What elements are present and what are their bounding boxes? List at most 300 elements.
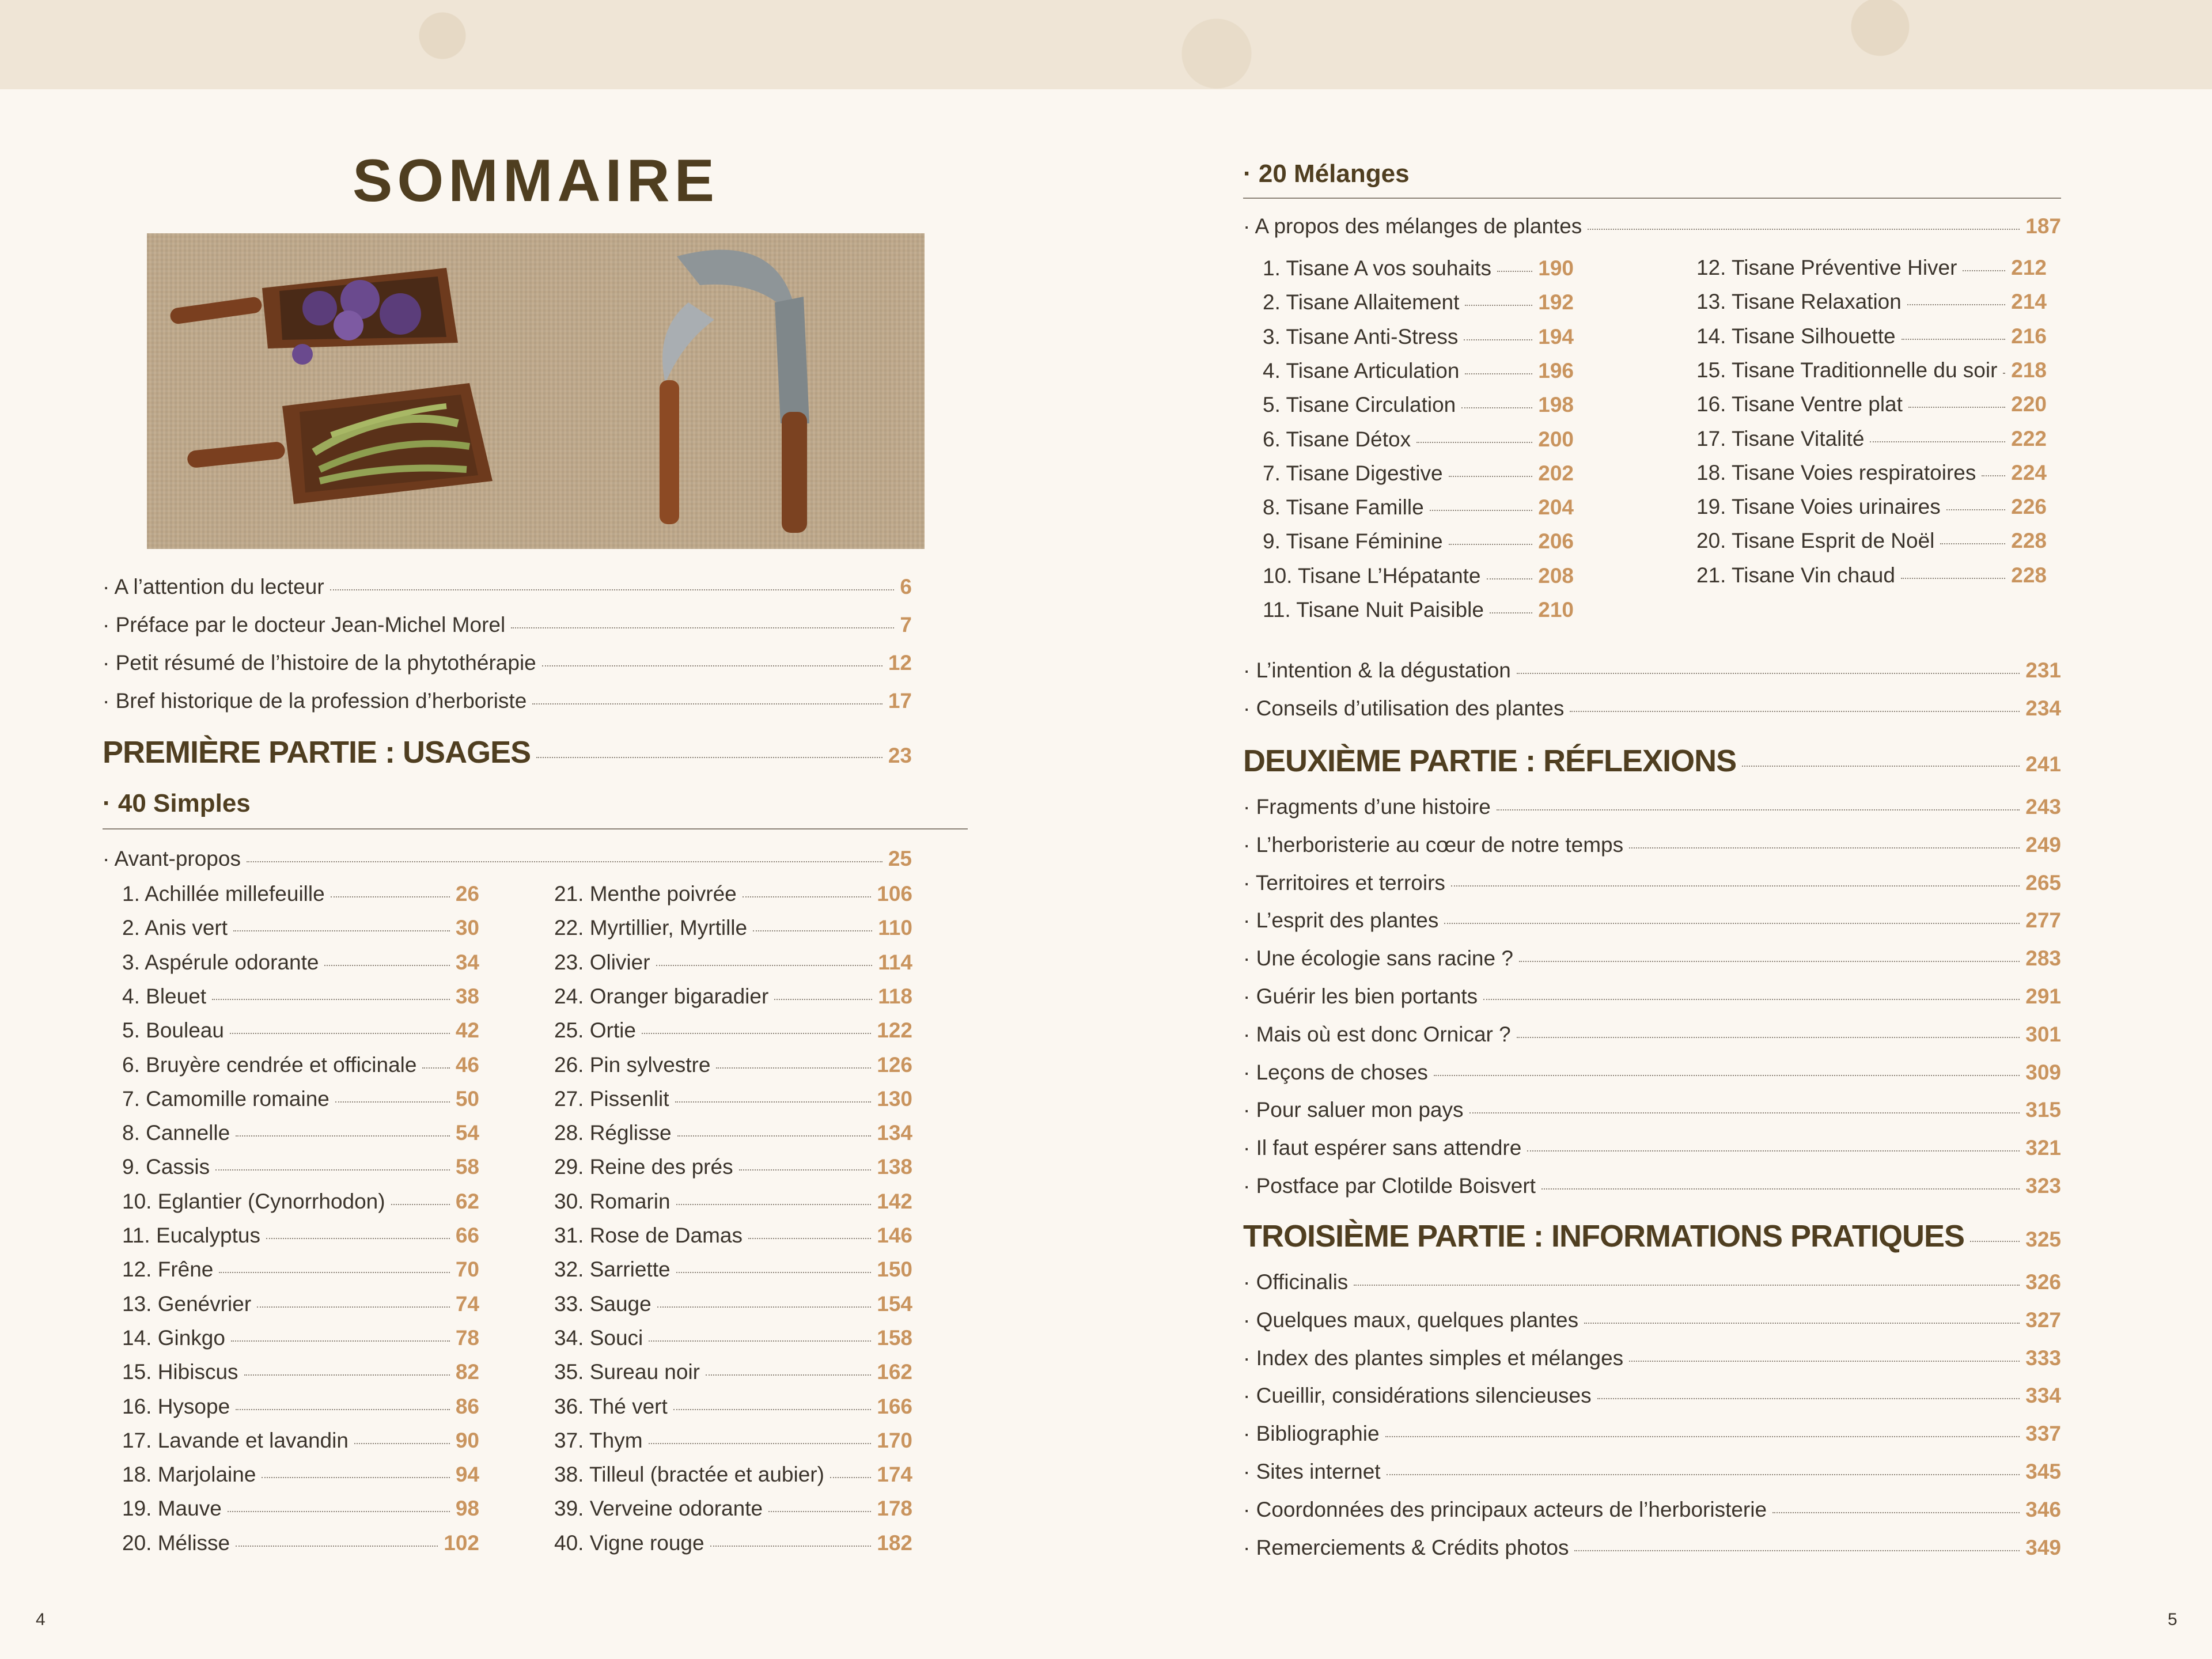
toc-entry[interactable]: [122, 1053, 479, 1077]
leader-dots: [1354, 1285, 2020, 1286]
leader-dots: [257, 1306, 450, 1308]
part-heading-informations-pratiques[interactable]: TROISIÈME PARTIE : INFORMATIONS PRATIQUES 325: [1243, 1219, 2061, 1253]
toc-entry[interactable]: [122, 1257, 479, 1282]
toc-entry-label: 3. Aspérule odorante: [122, 950, 319, 974]
toc-entry[interactable]: [554, 882, 912, 906]
toc-entry-page-number: 291: [2025, 984, 2061, 1008]
toc-entry[interactable]: [1263, 529, 1574, 554]
toc-entry-label: 17. Tisane Vitalité: [1696, 426, 1865, 450]
toc-entry[interactable]: [122, 1190, 479, 1214]
toc-entry[interactable]: [1263, 393, 1574, 417]
toc-entry[interactable]: [1696, 392, 2047, 416]
toc-entry-label: 10. Eglantier (Cynorrhodon): [122, 1189, 385, 1213]
toc-entry[interactable]: [1696, 461, 2047, 485]
toc-entry-page-number: 142: [877, 1189, 912, 1213]
toc-entry[interactable]: [1243, 1422, 2061, 1446]
toc-entry-page-number: 349: [2025, 1535, 2061, 1559]
leader-dots: [542, 665, 882, 666]
toc-entry[interactable]: [1696, 427, 2047, 451]
leader-dots: [1449, 476, 1533, 477]
toc-entry[interactable]: [554, 1531, 912, 1555]
toc-entry-page-number: 243: [2025, 795, 2061, 819]
toc-entry-page-number: 345: [2025, 1460, 2061, 1483]
toc-entry-label: 16. Hysope: [122, 1394, 230, 1418]
toc-entry-page-number: 301: [2025, 1022, 2061, 1046]
toc-entry[interactable]: [1263, 325, 1574, 349]
toc-entry-label: · L’intention & la dégustation: [1243, 658, 1511, 682]
leader-dots: [1574, 1550, 2020, 1551]
toc-entry-label: 28. Réglisse: [554, 1121, 672, 1145]
leader-dots: [1901, 578, 2005, 579]
toc-entry-label: · Pour saluer mon pays: [1243, 1098, 1464, 1122]
leader-dots: [1464, 339, 1532, 340]
toc-entry-page-number: 134: [877, 1121, 912, 1145]
leader-dots: [677, 1135, 872, 1137]
toc-entry-label: · Bibliographie: [1243, 1422, 1380, 1446]
toc-entry-label: 38. Tilleul (bractée et aubier): [554, 1463, 824, 1487]
toc-entry-label: 2. Tisane Allaitement: [1263, 290, 1460, 315]
toc-entry-page-number: 42: [455, 1018, 479, 1043]
toc-entry-page-number: 30: [455, 916, 479, 940]
toc-entry-page-number: 212: [2011, 256, 2047, 279]
toc-entry-label: 24. Oranger bigaradier: [554, 984, 769, 1008]
toc-entry-page-number: 166: [877, 1394, 912, 1418]
toc-entry[interactable]: [1696, 529, 2047, 553]
toc-entry-label: 13. Tisane Relaxation: [1696, 290, 1902, 314]
leader-dots: [2003, 373, 2005, 374]
toc-entry-page-number: 224: [2011, 460, 2047, 484]
toc-entry[interactable]: [122, 1121, 479, 1145]
leader-dots: [212, 999, 450, 1000]
leader-dots: [739, 1169, 872, 1171]
toc-entry-page-number: 228: [2011, 529, 2047, 553]
toc-entry[interactable]: [554, 1257, 912, 1282]
toc-entry-label: 19. Mauve: [122, 1497, 222, 1521]
toc-entry[interactable]: [122, 1360, 479, 1384]
toc-entry[interactable]: [1243, 1060, 2061, 1085]
toc-entry[interactable]: [1243, 696, 2061, 721]
toc-entry-page-number: 26: [455, 882, 479, 906]
toc-entry[interactable]: [122, 1087, 479, 1111]
toc-entry-page-number: 102: [444, 1531, 479, 1555]
toc-entry[interactable]: [122, 1292, 479, 1316]
leader-dots: [247, 861, 882, 862]
leader-dots: [1541, 1188, 2020, 1190]
toc-entry-page-number: 110: [878, 916, 912, 940]
toc-entry[interactable]: [554, 1087, 912, 1111]
toc-entry[interactable]: [1696, 324, 2047, 349]
toc-entry[interactable]: [1263, 427, 1574, 452]
toc-entry[interactable]: [122, 1429, 479, 1453]
leader-dots: [748, 1238, 871, 1239]
leader-dots: [266, 1238, 450, 1239]
leader-dots: [511, 627, 894, 628]
toc-entry-page-number: 346: [2025, 1497, 2061, 1521]
toc-entry-label: 2. Anis vert: [122, 916, 228, 940]
toc-entry-label: 15. Tisane Traditionnelle du soir: [1696, 358, 1998, 382]
toc-entry-label: · Coordonnées des principaux acteurs de l’herboristerie: [1243, 1497, 1767, 1521]
toc-entry-label: · Postface par Clotilde Boisvert: [1243, 1174, 1536, 1198]
leader-dots: [1584, 1323, 2020, 1324]
toc-entry[interactable]: [1243, 946, 2061, 971]
toc-entry-label: 3. Tisane Anti-Stress: [1263, 324, 1459, 349]
toc-entry[interactable]: [554, 1121, 912, 1145]
toc-entry[interactable]: [1263, 598, 1574, 622]
toc-entry[interactable]: [1243, 658, 2061, 683]
toc-entry-page-number: 321: [2025, 1136, 2061, 1160]
toc-entry[interactable]: [1263, 461, 1574, 486]
toc-entry-page-number: 202: [1538, 461, 1574, 485]
toc-entry[interactable]: [554, 1497, 912, 1521]
toc-entry-label: 4. Tisane Articulation: [1263, 358, 1460, 382]
toc-entry[interactable]: [1696, 290, 2047, 314]
toc-entry-label: · Il faut espérer sans attendre: [1243, 1136, 1522, 1160]
toc-entry-label: 30. Romarin: [554, 1189, 671, 1213]
toc-entry-page-number: 138: [877, 1155, 912, 1179]
part-heading-reflexions[interactable]: DEUXIÈME PARTIE : RÉFLEXIONS 241: [1243, 744, 2061, 778]
toc-entry-label: · Mais où est donc Ornicar ?: [1243, 1022, 1511, 1046]
toc-entry-page-number: 265: [2025, 870, 2061, 895]
toc-entry-label: 11. Eucalyptus: [122, 1224, 260, 1247]
leader-dots: [774, 999, 872, 1000]
toc-entry-label: 21. Menthe poivrée: [554, 882, 737, 906]
toc-entry[interactable]: [1243, 1174, 2061, 1198]
toc-entry-page-number: 220: [2011, 392, 2047, 416]
toc-entry-page-number: 150: [877, 1257, 912, 1282]
toc-entry-page-number: 206: [1538, 529, 1574, 554]
toc-entry-page-number: 182: [877, 1531, 912, 1555]
leader-dots: [1982, 475, 2005, 476]
toc-entry-label: 32. Sarriette: [554, 1257, 671, 1282]
toc-entry-label: 21. Tisane Vin chaud: [1696, 563, 1895, 587]
toc-entry-page-number: 194: [1538, 324, 1574, 349]
toc-entry[interactable]: [122, 984, 479, 1009]
section-heading-simples: · 40 Simples: [103, 789, 251, 817]
leader-dots: [1483, 999, 2020, 1000]
leader-dots: [1963, 270, 2005, 271]
leader-dots: [1465, 305, 1532, 306]
toc-entry-label: 5. Bouleau: [122, 1018, 224, 1043]
toc-entry[interactable]: [554, 1018, 912, 1043]
toc-entry-label: · Conseils d’utilisation des plantes: [1243, 696, 1565, 720]
toc-entry-label: · L’esprit des plantes: [1243, 908, 1439, 933]
toc-entry[interactable]: [554, 916, 912, 940]
toc-entry[interactable]: [554, 1224, 912, 1248]
toc-entry-page-number: 333: [2025, 1346, 2061, 1370]
toc-entry-label: · Officinalis: [1243, 1270, 1349, 1294]
toc-entry[interactable]: [1696, 256, 2047, 280]
toc-entry-page-number: 70: [455, 1257, 479, 1282]
toc-entry-label: 17. Lavande et lavandin: [122, 1428, 349, 1452]
leader-dots: [1430, 510, 1533, 511]
leader-dots: [676, 1204, 872, 1205]
toc-entry[interactable]: [554, 984, 912, 1009]
toc-entry-label: · Sites internet: [1243, 1460, 1381, 1483]
leader-dots: [1434, 1075, 2020, 1076]
toc-entry-page-number: 277: [2025, 908, 2061, 933]
toc-entry-label: 18. Marjolaine: [122, 1463, 256, 1487]
toc-entry-label: 26. Pin sylvestre: [554, 1052, 711, 1077]
toc-entry[interactable]: [1263, 256, 1574, 281]
toc-entry-label: 33. Sauge: [554, 1291, 652, 1316]
toc-entry-label: · Index des plantes simples et mélanges: [1243, 1346, 1624, 1370]
leader-dots: [230, 1033, 450, 1034]
toc-entry[interactable]: [1243, 1346, 2061, 1370]
leader-dots: [1629, 847, 2020, 849]
toc-entry-page-number: 78: [455, 1325, 479, 1350]
toc-entry[interactable]: [554, 1155, 912, 1179]
leader-dots: [830, 1477, 871, 1478]
toc-entry[interactable]: [122, 1155, 479, 1179]
leader-dots: [422, 1067, 449, 1069]
leader-dots: [1469, 1112, 2020, 1113]
leader-dots: [1416, 442, 1532, 443]
toc-entry-page-number: 50: [455, 1086, 479, 1111]
leader-dots: [1902, 339, 2006, 340]
toc-entry[interactable]: [554, 1395, 912, 1419]
toc-entry[interactable]: [1263, 564, 1574, 588]
toc-entry-label: 4. Bleuet: [122, 984, 207, 1008]
toc-entry-label: 12. Tisane Préventive Hiver: [1696, 256, 1957, 279]
leader-dots: [1497, 809, 2020, 810]
toc-entry[interactable]: [554, 1326, 912, 1350]
toc-entry[interactable]: [1263, 290, 1574, 315]
toc-entry-label: 18. Tisane Voies respiratoires: [1696, 460, 1976, 484]
leader-dots: [657, 1306, 872, 1308]
leader-dots: [710, 1546, 872, 1547]
leader-dots: [716, 1067, 871, 1069]
toc-entry-label: 8. Cannelle: [122, 1121, 230, 1145]
toc-entry-page-number: 337: [2025, 1422, 2061, 1446]
toc-entry-page-number: 326: [2025, 1270, 2061, 1294]
toc-entry[interactable]: [122, 1018, 479, 1043]
leader-dots: [743, 896, 872, 897]
toc-entry[interactable]: [122, 1326, 479, 1350]
leader-dots: [1449, 544, 1533, 545]
toc-entry[interactable]: [122, 1531, 479, 1555]
toc-entry-page-number: 283: [2025, 946, 2061, 971]
toc-entry-page-number: 82: [455, 1360, 479, 1384]
toc-entry[interactable]: [554, 1190, 912, 1214]
toc-entry-page-number: 204: [1538, 495, 1574, 520]
toc-entry-label: 12. Frêne: [122, 1257, 214, 1282]
toc-entry-label: 35. Sureau noir: [554, 1360, 700, 1384]
toc-entry-page-number: 74: [455, 1291, 479, 1316]
toc-entry[interactable]: [1243, 1498, 2061, 1522]
toc-entry-page-number: 34: [455, 950, 479, 974]
toc-entry-label: 9. Tisane Féminine: [1263, 529, 1443, 554]
toc-entry[interactable]: [554, 1292, 912, 1316]
toc-entry[interactable]: [1243, 1270, 2061, 1294]
toc-entry-page-number: 249: [2025, 832, 2061, 857]
leader-dots: [391, 1204, 450, 1205]
leader-dots: [676, 1272, 872, 1273]
leader-dots: [1487, 578, 1533, 579]
leader-dots: [675, 1101, 872, 1103]
leader-dots: [1519, 961, 2020, 962]
toc-entry[interactable]: [554, 950, 912, 975]
toc-entry-page-number: 315: [2025, 1098, 2061, 1122]
toc-entry[interactable]: [122, 1395, 479, 1419]
toc-entry-page-number: 114: [878, 950, 912, 974]
toc-entry-label: 11. Tisane Nuit Paisible: [1263, 598, 1484, 622]
toc-entry-page-number: 234: [2025, 696, 2061, 720]
toc-entry[interactable]: [1696, 358, 2047, 382]
toc-entry-label: · Fragments d’une histoire: [1243, 795, 1491, 819]
toc-entry-page-number: 226: [2011, 495, 2047, 519]
leader-dots: [1908, 407, 2005, 408]
toc-entry[interactable]: [122, 916, 479, 940]
toc-entry-page-number: 86: [455, 1394, 479, 1418]
leader-dots: [1570, 711, 2020, 712]
toc-entry-page-number: 54: [455, 1121, 479, 1145]
toc-entry-page-number: 126: [877, 1052, 912, 1077]
part-heading-usages[interactable]: PREMIÈRE PARTIE : USAGES 23: [103, 735, 912, 770]
toc-entry[interactable]: [1243, 833, 2061, 857]
toc-entry-label: · Cueillir, considérations silencieuses: [1243, 1384, 1592, 1408]
leader-dots: [649, 1443, 872, 1444]
toc-entry[interactable]: [122, 1224, 479, 1248]
leader-dots: [706, 1374, 871, 1376]
toc-entry-label: 6. Tisane Détox: [1263, 427, 1411, 451]
toc-entry[interactable]: [1696, 563, 2047, 588]
toc-entry-page-number: 323: [2025, 1174, 2061, 1198]
toc-entry-label: 31. Rose de Damas: [554, 1224, 743, 1247]
toc-entry-page-number: 98: [455, 1497, 479, 1521]
toc-entry-page-number: 334: [2025, 1384, 2061, 1408]
leader-dots: [1597, 1398, 2020, 1399]
section-heading-melanges: · 20 Mélanges: [1243, 160, 1410, 188]
toc-entry-avant-propos[interactable]: · Avant-propos 25: [103, 847, 912, 870]
leader-dots: [1444, 923, 2020, 924]
toc-entry-page-number: 210: [1538, 598, 1574, 622]
leader-dots: [1870, 441, 2005, 442]
toc-entry-label: 13. Genévrier: [122, 1291, 252, 1316]
section-rule: [1243, 198, 2061, 199]
toc-entry[interactable]: [1243, 984, 2061, 1009]
toc-entry-page-number: 46: [455, 1052, 479, 1077]
leader-dots: [1940, 543, 2005, 544]
leader-dots: [1742, 766, 2020, 767]
toc-entry-label: 14. Ginkgo: [122, 1325, 225, 1350]
leader-dots: [1588, 229, 2020, 230]
leader-dots: [649, 1340, 871, 1342]
toc-entry-apropos-melanges[interactable]: · A propos des mélanges de plantes 187: [1243, 214, 2061, 238]
toc-entry[interactable]: [122, 1497, 479, 1521]
leader-dots: [532, 703, 882, 704]
leader-dots: [331, 896, 450, 897]
toc-entry-label: 29. Reine des prés: [554, 1155, 733, 1179]
herb-tools-photo: [147, 233, 925, 549]
leader-dots: [1461, 407, 1532, 408]
leader-dots: [1946, 509, 2006, 510]
toc-entry-label: 23. Olivier: [554, 950, 650, 974]
toc-entry[interactable]: [554, 1429, 912, 1453]
toc-entry[interactable]: [1263, 359, 1574, 383]
toc-entry-page-number: 94: [455, 1463, 479, 1487]
toc-entry[interactable]: [1263, 495, 1574, 520]
toc-entry-page-number: 174: [877, 1463, 912, 1487]
toc-entry-page-number: 228: [2011, 563, 2047, 587]
toc-entry[interactable]: [1243, 1308, 2061, 1332]
leader-dots: [1527, 1150, 2020, 1152]
toc-entry-label: · Une écologie sans racine ?: [1243, 946, 1513, 971]
right-page: [1106, 89, 2212, 1659]
leader-dots: [1517, 673, 2020, 674]
toc-entry-label: · Quelques maux, quelques plantes: [1243, 1308, 1579, 1332]
toc-entry[interactable]: [1243, 908, 2061, 933]
toc-entry[interactable]: [1243, 1384, 2061, 1408]
leader-dots: [536, 757, 882, 758]
toc-entry-label: 25. Ortie: [554, 1018, 636, 1043]
toc-entry-page-number: 231: [2025, 658, 2061, 682]
toc-entry-label: 39. Verveine odorante: [554, 1497, 763, 1521]
toc-entry[interactable]: [1696, 495, 2047, 519]
toc-entry[interactable]: [1243, 871, 2061, 895]
toc-entry[interactable]: [122, 1463, 479, 1487]
toc-entry-page-number: 192: [1538, 290, 1574, 315]
toc-entry-label: 34. Souci: [554, 1325, 643, 1350]
toc-entry-page-number: 122: [877, 1018, 912, 1043]
toc-entry-page-number: 118: [878, 984, 912, 1008]
toc-entry-page-number: 200: [1538, 427, 1574, 451]
leader-dots: [324, 965, 449, 966]
toc-entry[interactable]: [1243, 1098, 2061, 1122]
toc-entry[interactable]: [1243, 1536, 2061, 1560]
toc-entry-phytotherapie[interactable]: · Petit résumé de l’histoire de la phytothérapie 12: [103, 651, 912, 675]
toc-entry-page-number: 327: [2025, 1308, 2061, 1332]
toc-entry[interactable]: [554, 1053, 912, 1077]
toc-entry[interactable]: [1243, 1460, 2061, 1484]
toc-entry-preface[interactable]: · Préface par le docteur Jean-Michel Morel 7: [103, 613, 912, 637]
toc-entry-label: · Guérir les bien portants: [1243, 984, 1478, 1008]
leader-dots: [262, 1477, 449, 1478]
leader-dots: [236, 1546, 438, 1547]
herb-scoops-and-knives-illustration: [147, 233, 925, 549]
toc-entry-page-number: 178: [877, 1497, 912, 1521]
toc-entry[interactable]: [1243, 1022, 2061, 1047]
leader-dots: [1451, 885, 2020, 887]
toc-entry[interactable]: [1243, 1136, 2061, 1160]
leader-dots: [231, 1340, 450, 1342]
toc-entry-page-number: 214: [2011, 290, 2047, 314]
toc-entry-herboriste[interactable]: · Bref historique de la profession d’herboriste 17: [103, 689, 912, 713]
toc-entry-label: · L’herboristerie au cœur de notre temps: [1243, 832, 1624, 857]
page-number-right: 5: [2168, 1610, 2177, 1629]
toc-entry[interactable]: [554, 1463, 912, 1487]
leader-dots: [233, 930, 450, 931]
leader-dots: [1517, 1037, 2020, 1038]
toc-entry-page-number: 130: [877, 1086, 912, 1111]
toc-entry-label: 5. Tisane Circulation: [1263, 393, 1456, 417]
toc-entry-label: · Territoires et terroirs: [1243, 870, 1445, 895]
toc-entry[interactable]: [554, 1360, 912, 1384]
toc-entry[interactable]: [122, 882, 479, 906]
leader-dots: [753, 930, 872, 931]
page-title: SOMMAIRE: [353, 147, 719, 214]
toc-entry-label: 27. Pissenlit: [554, 1086, 669, 1111]
leader-dots: [1497, 271, 1532, 272]
toc-entry[interactable]: [122, 950, 479, 975]
leader-dots: [1385, 1436, 2020, 1437]
toc-entry-page-number: 90: [455, 1428, 479, 1452]
toc-entry-page-number: 170: [877, 1428, 912, 1452]
leader-dots: [236, 1135, 450, 1137]
toc-entry-lecteur[interactable]: · A l’attention du lecteur 6: [103, 575, 912, 599]
decorative-header-band: [0, 0, 2212, 89]
toc-entry[interactable]: [1243, 795, 2061, 819]
leader-dots: [244, 1374, 450, 1376]
